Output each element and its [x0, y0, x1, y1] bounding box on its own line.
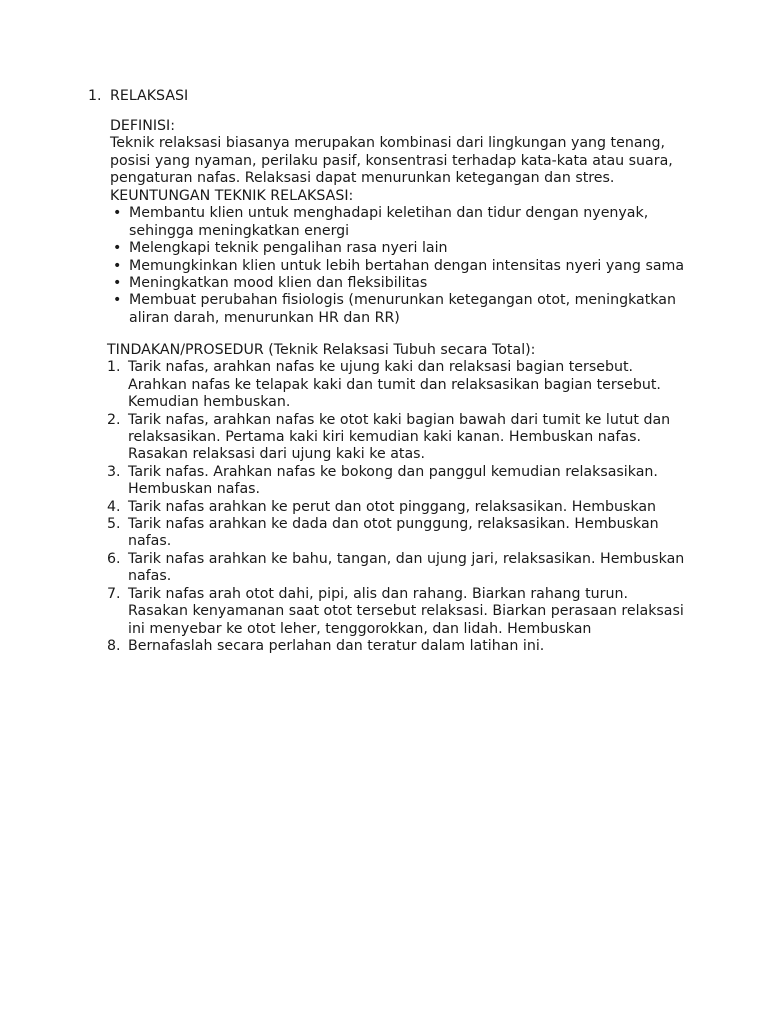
- step-number: 5.: [107, 516, 121, 533]
- step-number: 2.: [107, 411, 121, 428]
- bullet-icon: •: [113, 205, 122, 222]
- step-line: Tarik nafas arah otot dahi, pipi, alis dan rahang. Biarkan rahang turun.: [128, 585, 628, 602]
- bullet-icon: •: [113, 240, 122, 257]
- step-line: Tarik nafas arahkan ke perut dan otot pinggang, relaksasikan. Hembuskan: [128, 498, 657, 515]
- list-item: [110, 258, 710, 275]
- step-number: 7.: [107, 585, 121, 602]
- definisi-paragraph: [110, 135, 710, 187]
- section-number: 1.: [88, 88, 102, 104]
- bullet-icon: •: [113, 292, 122, 309]
- list-item-line: Memungkinkan klien untuk lebih bertahan dengan intensitas nyeri yang sama: [129, 257, 685, 274]
- step-item: [107, 586, 707, 638]
- list-item-line: Meningkatkan mood klien dan fleksibilitas: [129, 275, 428, 292]
- step-item: [107, 499, 707, 516]
- list-item-line: Membantu klien untuk menghadapi keletihan dan tidur dengan nyenyak,: [129, 205, 649, 222]
- step-line: Tarik nafas, arahkan nafas ke otot kaki bagian bawah dari tumit ke lutut dan: [128, 411, 671, 428]
- step-line: Rasakan relaksasi dari ujung kaki ke atas.: [128, 446, 426, 463]
- step-item: [107, 638, 707, 655]
- keuntungan-list: [110, 205, 710, 327]
- step-line: Tarik nafas arahkan ke bahu, tangan, dan ujung jari, relaksasikan. Hembuskan: [128, 550, 685, 567]
- tindakan-steps: [107, 359, 707, 655]
- list-item-line: Melengkapi teknik pengalihan rasa nyeri lain: [129, 240, 448, 257]
- step-line: nafas.: [128, 533, 172, 550]
- step-line: ini menyebar ke otot leher, tenggorokkan, dan lidah. Hembuskan: [128, 620, 592, 637]
- list-item: [110, 275, 710, 292]
- definisi-line: posisi yang nyaman, perilaku pasif, konsentrasi terhadap kata-kata atau suara,: [110, 152, 673, 169]
- step-line: Arahkan nafas ke telapak kaki dan tumit dan relaksasikan bagian tersebut.: [128, 376, 661, 393]
- step-number: 8.: [107, 637, 121, 654]
- list-item-line: Membuat perubahan fisiologis (menurunkan ketegangan otot, meningkatkan: [129, 292, 676, 309]
- definisi-label: DEFINISI:: [110, 118, 176, 134]
- step-item: [107, 412, 707, 464]
- step-number: 6.: [107, 550, 121, 567]
- step-line: Tarik nafas arahkan ke dada dan otot punggung, relaksasikan. Hembuskan: [128, 516, 659, 533]
- step-number: 1.: [107, 359, 121, 376]
- step-line: Hembuskan nafas.: [128, 481, 261, 498]
- step-item: [107, 516, 707, 551]
- step-line: Kemudian hembuskan.: [128, 394, 291, 411]
- step-line: relaksasikan. Pertama kaki kiri kemudian kaki kanan. Hembuskan nafas.: [128, 429, 641, 446]
- list-item-line: aliran darah, menurunkan HR dan RR): [129, 309, 400, 326]
- step-item: [107, 359, 707, 411]
- definisi-section: [110, 118, 710, 188]
- step-item: [107, 551, 707, 586]
- definisi-line: pengaturan nafas. Relaksasi dapat menurunkan ketegangan dan stres.: [110, 170, 615, 187]
- tindakan-label: TINDAKAN/PROSEDUR (Teknik Relaksasi Tubuh secara Total):: [107, 342, 536, 358]
- bullet-icon: •: [113, 257, 122, 274]
- section-heading: [88, 88, 188, 105]
- section-title: RELAKSASI: [110, 88, 189, 104]
- list-item: [110, 240, 710, 257]
- definisi-line: Teknik relaksasi biasanya merupakan kombinasi dari lingkungan yang tenang,: [110, 135, 666, 152]
- list-item: [110, 205, 710, 240]
- tindakan-section: [107, 342, 707, 655]
- step-number: 4.: [107, 498, 121, 515]
- step-line: Rasakan kenyamanan saat otot tersebut relaksasi. Biarkan perasaan relaksasi: [128, 603, 684, 620]
- step-number: 3.: [107, 463, 121, 480]
- step-line: Tarik nafas, arahkan nafas ke ujung kaki dan relaksasi bagian tersebut.: [128, 359, 634, 376]
- list-item: [110, 292, 710, 327]
- step-line: Bernafaslah secara perlahan dan teratur dalam latihan ini.: [128, 637, 545, 654]
- keuntungan-section: [110, 188, 710, 327]
- step-line: nafas.: [128, 568, 172, 585]
- step-item: [107, 464, 707, 499]
- step-line: Tarik nafas. Arahkan nafas ke bokong dan panggul kemudian relaksasikan.: [128, 463, 658, 480]
- bullet-icon: •: [113, 275, 122, 292]
- list-item-line: sehingga meningkatkan energi: [129, 222, 350, 239]
- keuntungan-label: KEUNTUNGAN TEKNIK RELAKSASI:: [110, 188, 354, 204]
